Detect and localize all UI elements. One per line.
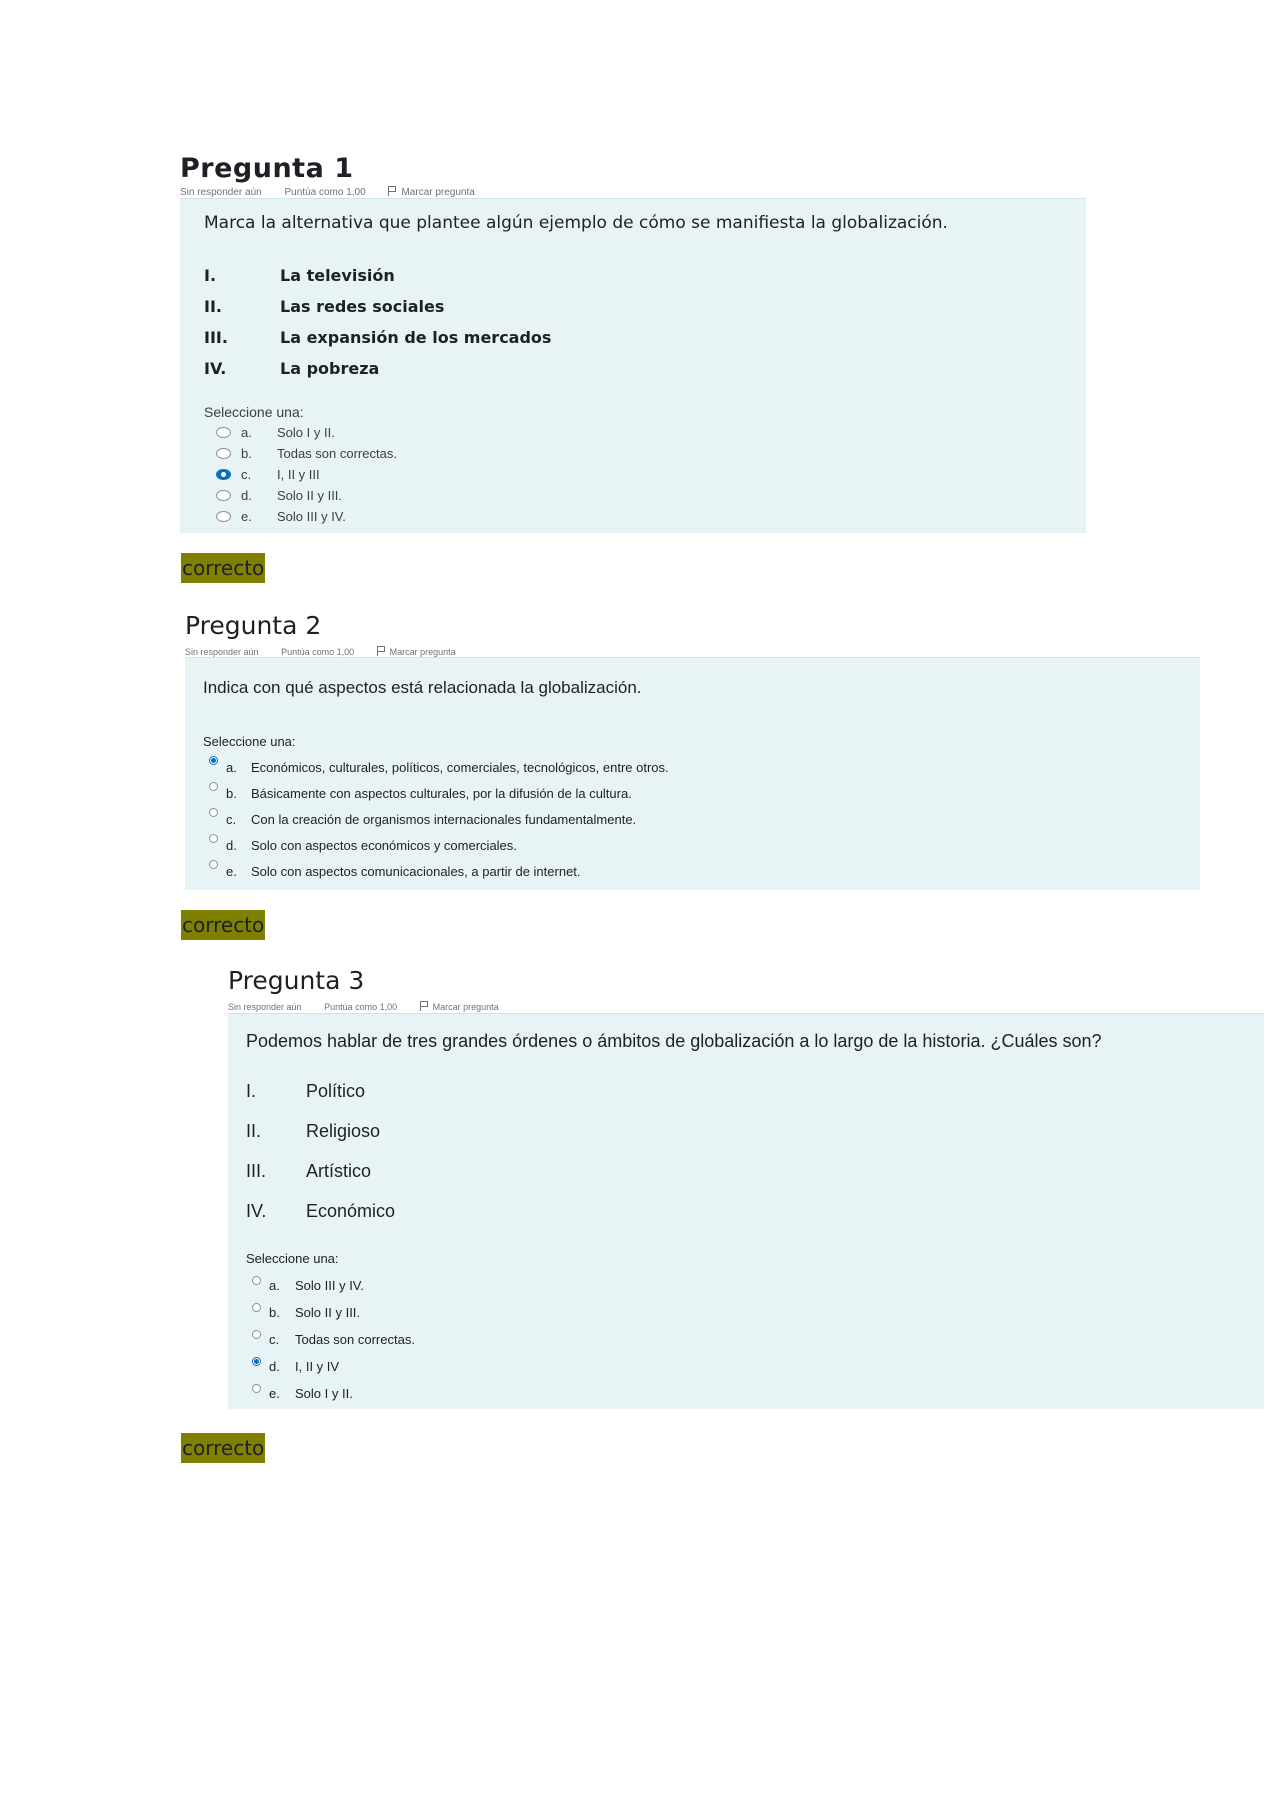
radio-button[interactable] xyxy=(216,511,231,522)
answer-option-e[interactable]: e. Solo III y IV. xyxy=(216,509,346,524)
question-title: Pregunta 1 xyxy=(180,153,354,184)
question-status: Sin responder aún xyxy=(228,1002,302,1012)
radio-button[interactable] xyxy=(216,448,231,459)
select-one-label: Seleccione una: xyxy=(246,1251,339,1266)
flag-label: Marcar pregunta xyxy=(389,647,456,657)
answer-option-a[interactable]: a. Solo III y IV. xyxy=(252,1278,364,1293)
question-meta xyxy=(228,1001,539,1012)
question-title: Pregunta 2 xyxy=(185,611,322,640)
answer-option-a[interactable]: a. Solo I y II. xyxy=(216,425,335,440)
question-status: Sin responder aún xyxy=(185,647,259,657)
flag-label: Marcar pregunta xyxy=(432,1002,499,1012)
statement-item: I. La televisión xyxy=(204,266,395,285)
statement-item: III. La expansión de los mercados xyxy=(204,328,552,347)
question-meta xyxy=(180,186,515,198)
select-one-label: Seleccione una: xyxy=(204,404,304,420)
question-meta xyxy=(185,646,496,657)
flag-question-link[interactable] xyxy=(377,647,476,657)
radio-button[interactable] xyxy=(252,1303,261,1312)
answer-option-c[interactable]: c. Todas son correctas. xyxy=(252,1332,415,1347)
question-panel xyxy=(185,657,1200,890)
statement-item: I. Político xyxy=(246,1081,366,1101)
question-panel xyxy=(228,1013,1264,1409)
flag-question-link[interactable] xyxy=(420,1002,519,1012)
statement-item: II. Las redes sociales xyxy=(204,297,445,316)
answer-option-e[interactable]: e. Solo con aspectos comunicacionales, a partir de internet. xyxy=(209,864,581,879)
question-status: Sin responder aún xyxy=(180,187,262,198)
statement-item: II. Religioso xyxy=(246,1121,381,1141)
statement-item: IV. La pobreza xyxy=(204,359,380,378)
radio-button-selected[interactable] xyxy=(216,469,231,480)
radio-button[interactable] xyxy=(209,782,218,791)
radio-button-selected[interactable] xyxy=(252,1357,261,1366)
answer-option-d[interactable]: d. I, II y IV xyxy=(252,1359,339,1374)
question-title: Pregunta 3 xyxy=(228,966,365,995)
radio-button-selected[interactable] xyxy=(209,756,218,765)
result-badge: correcto xyxy=(181,910,265,940)
radio-button[interactable] xyxy=(209,834,218,843)
answer-option-c[interactable]: c. Con la creación de organismos internacionales fundamentalmente. xyxy=(209,812,636,827)
flag-label: Marcar pregunta xyxy=(401,187,475,198)
flag-icon xyxy=(420,1001,429,1011)
flag-icon xyxy=(388,186,397,196)
radio-button[interactable] xyxy=(252,1384,261,1393)
answer-option-e[interactable]: e. Solo I y II. xyxy=(252,1386,353,1401)
question-text: Podemos hablar de tres grandes órdenes o ámbitos de globalización a lo largo de la historia. ¿Cuáles son? xyxy=(246,1031,1102,1051)
question-points: Puntúa como 1,00 xyxy=(281,647,355,657)
answer-option-b[interactable]: b. Básicamente con aspectos culturales, por la difusión de la cultura. xyxy=(209,786,632,801)
radio-button[interactable] xyxy=(216,427,231,438)
question-text: Indica con qué aspectos está relacionada la globalización. xyxy=(203,678,642,697)
result-badge: correcto xyxy=(181,553,265,583)
answer-option-a[interactable]: a. Económicos, culturales, políticos, comerciales, tecnológicos, entre otros. xyxy=(209,760,669,775)
statement-item: III. Artístico xyxy=(246,1161,372,1181)
answer-option-d[interactable]: d. Solo con aspectos económicos y comerciales. xyxy=(209,838,517,853)
statement-item: IV. Económico xyxy=(246,1201,396,1221)
answer-option-b[interactable]: b. Solo II y III. xyxy=(252,1305,360,1320)
flag-question-link[interactable] xyxy=(388,187,494,198)
radio-button[interactable] xyxy=(209,808,218,817)
question-points: Puntúa como 1,00 xyxy=(284,187,366,198)
question-panel xyxy=(180,198,1086,533)
answer-option-c[interactable]: c. I, II y III xyxy=(216,467,320,482)
answer-option-b[interactable]: b. Todas son correctas. xyxy=(216,446,397,461)
question-text: Marca la alternativa que plantee algún ejemplo de cómo se manifiesta la globalización. xyxy=(204,213,948,233)
radio-button[interactable] xyxy=(252,1330,261,1339)
result-badge: correcto xyxy=(181,1433,265,1463)
radio-button[interactable] xyxy=(216,490,231,501)
flag-icon xyxy=(377,646,386,656)
question-points: Puntúa como 1,00 xyxy=(324,1002,398,1012)
answer-option-d[interactable]: d. Solo II y III. xyxy=(216,488,342,503)
radio-button[interactable] xyxy=(252,1276,261,1285)
radio-button[interactable] xyxy=(209,860,218,869)
select-one-label: Seleccione una: xyxy=(203,734,296,749)
